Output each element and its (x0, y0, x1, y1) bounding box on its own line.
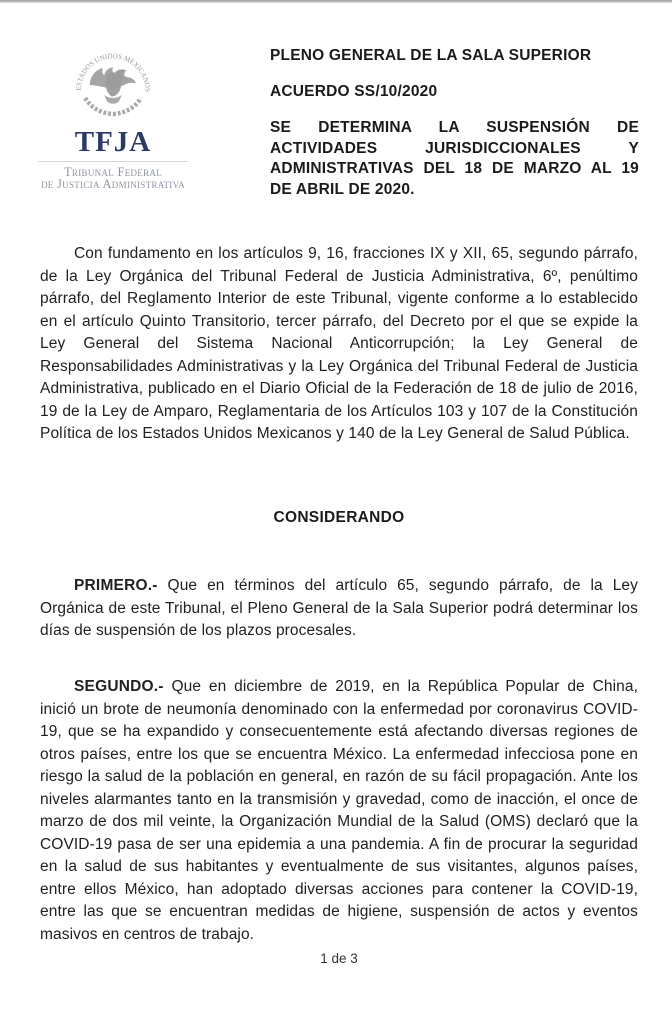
logo-name-line-1: Tribunal Federal (63, 165, 162, 179)
header-determination-block (270, 118, 639, 200)
eagle-figure (90, 67, 137, 104)
segundo-label: SEGUNDO.- (74, 678, 164, 695)
scan-top-edge (0, 0, 672, 3)
segundo-text: Que en diciembre de 2019, en la República Popular de China, inició un brote de neumonía denominado con la enfermedad por coronavirus COVID-19, que se ha expandido y consecuentemente está afectando diversas regiones de otros países, entre los que se encuentra México. La enfermedad infecciosa pone en riesgo la salud de la población en general, en razón de su fácil propagación. Ante los niveles alarmantes tanto en la transmisión y gravedad, como de inacción, el once de marzo de dos mil veinte, la Organización Mundial de la Salud (OMS) declaró que la COVID-19 pasa de ser una epidemia a una pandemia. A fin de procurar la seguridad en la salud de sus habitantes y eventualmente de sus visitantes, algunos países, entre ellos México, han adoptado diversas acciones para contener la COVID-19, entre las que se encuentran medidas de higiene, suspensión de actos y eventos masivos en centros de trabajo. (40, 678, 638, 943)
header-acuerdo-number: ACUERDO SS/10/2020 (270, 83, 438, 100)
logo-acronym: TFJA (74, 126, 152, 158)
logo-name-line-2: de Justicia Administrativa (40, 177, 186, 191)
determination-line: ADMINISTRATIVAS DEL 18 DE MARZO AL 19 (270, 160, 639, 177)
seal-arc-text: ESTADOS UNIDOS MEXICANOS (73, 51, 153, 93)
determination-line: SE DETERMINA LA SUSPENSIÓN DE (270, 119, 639, 136)
document-header (270, 47, 639, 200)
primero-label: PRIMERO.- (74, 577, 158, 594)
determination-line: DE ABRIL DE 2020. (270, 180, 415, 198)
header-court-line: PLENO GENERAL DE LA SALA SUPERIOR (270, 47, 592, 64)
logo-divider (38, 161, 188, 162)
considerando-heading: CONSIDERANDO (273, 509, 405, 526)
tfja-logo (38, 42, 188, 190)
page-number: 1 de 3 (320, 951, 358, 966)
paragraph-primero (40, 575, 638, 643)
primero-text: Que en términos del artículo 65, segundo párrafo, de la Ley Orgánica de este Tribunal, el Pleno General de la Sala Superior podrá determinar los días de suspensión de los plazos procesales. (40, 577, 638, 639)
paragraph-fundamento: Con fundamento en los artículos 9, 16, fracciones IX y XII, 65, segundo párrafo, de la Ley Orgánica del Tribunal Federal de Justicia Administrativa, 6º, penúltimo párrafo, del Reglamento Interior de este Tribunal, vigente conforme a lo establecido en el artículo Quinto Transitorio, tercer párrafo, del Decreto por el que se expide la Ley General del Sistema Nacional Anticorrupción; la Ley General de Responsabilidades Administrativas y la Ley Orgánica del Tribunal Federal de Justicia Administrativa, publicado en el Diario Oficial de la Federación de 18 de julio de 2016, 19 de la Ley de Amparo, Reglamentaria de los Artículos 103 y 107 de la Constitución Política de los Estados Unidos Mexicanos y 140 de la Ley General de Salud Pública. (40, 245, 638, 442)
mexico-coat-of-arms-icon (69, 42, 157, 126)
paragraph-segundo (40, 676, 638, 946)
determination-line: ACTIVIDADES JURISDICCIONALES Y (270, 139, 639, 157)
